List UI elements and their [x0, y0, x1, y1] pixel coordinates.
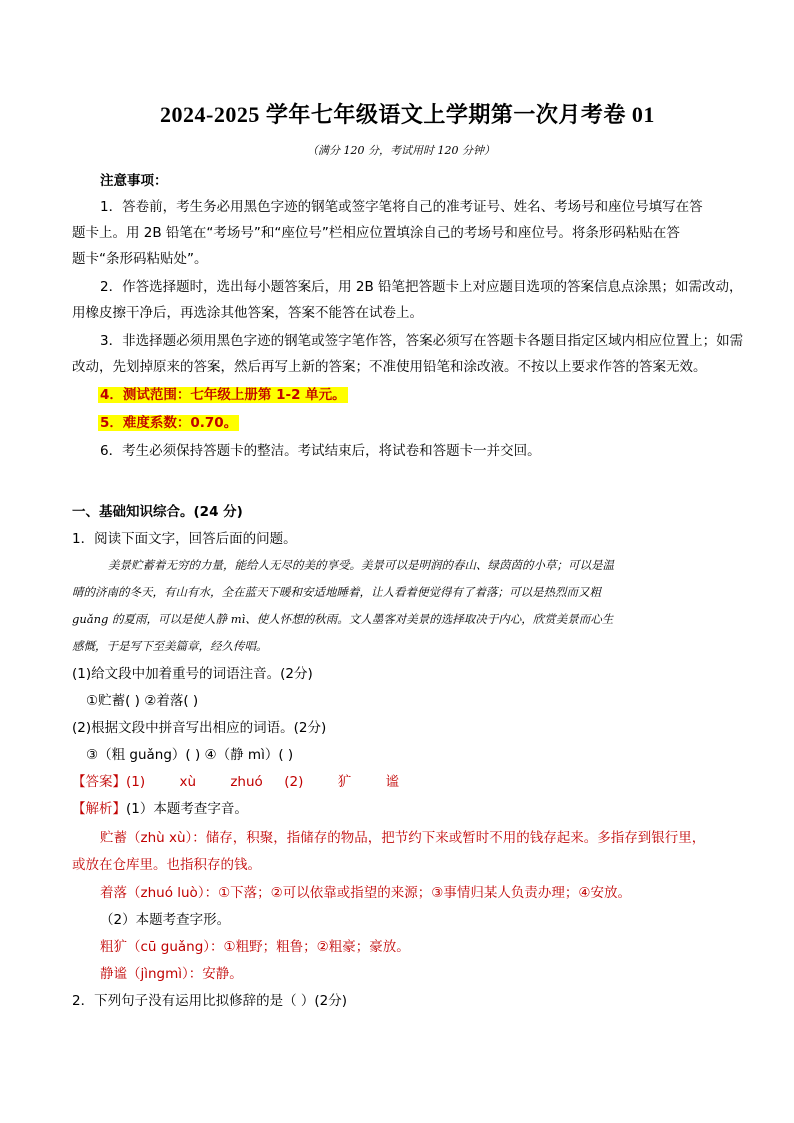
analysis-intro: (1）本题考查字音。 [126, 801, 248, 817]
answer-line [72, 773, 399, 791]
sub-question-1: (1)给文段中加着重号的词语注音。(2分) [72, 666, 313, 682]
analysis-item-1-line-1: 贮蓄（zhù xù）：储存，积聚，指储存的物品，把节约下来或暂时不用的钱存起来。多指存到银行里， [100, 830, 706, 846]
passage-line-3: guǎng 的夏雨，可以是使人静 mì、使人怀想的秋雨。文人墨客对美景的选择取决于内心，欣赏美景而心生 [72, 612, 614, 626]
sub-question-2-items: ③（粗 guǎng）( ) ④（静 mì）( ) [86, 747, 294, 763]
notice-item-5 [98, 414, 239, 432]
analysis-item-4: 静谧（jìngmì）：安静。 [100, 966, 243, 982]
analysis-item-1-line-2: 或放在仓库里。也指积存的钱。 [72, 857, 261, 873]
analysis-item-3: 粗犷（cū guǎng）：①粗野；粗鲁；②粗豪；豪放。 [100, 939, 410, 955]
notice-item-1-line-1: 1．答卷前，考生务必用黑色字迹的钢笔或签字笔将自己的准考证号、姓名、考场号和座位号填写在答 [100, 199, 703, 215]
answer-text: (1) xù zhuó (2) 犷 谧 [126, 774, 400, 790]
passage-line-2: 晴的济南的冬天，有山有水，全在蓝天下暖和安适地睡着，让人看着便觉得有了着落；可以是热烈而又粗 [72, 585, 601, 599]
notice-item-2-line-2: 用橡皮擦干净后，再选涂其他答案，答案不能答在试卷上。 [72, 305, 423, 321]
notice-heading: 注意事项： [100, 173, 168, 189]
analysis-label: 【解析】 [72, 801, 126, 817]
sub-question-1-items: ①贮蓄( ) ②着落( ) [86, 693, 199, 709]
analysis-sub-2-intro: （2）本题考查字形。 [100, 912, 231, 928]
question-1-stem: 1．阅读下面文字，回答后面的问题。 [72, 531, 297, 547]
passage-line-4: 感慨，于是写下至美篇章，经久传唱。 [72, 639, 268, 653]
notice-item-4-highlight: 4．测试范围：七年级上册第 1-2 单元。 [100, 387, 346, 403]
notice-item-4 [98, 386, 348, 404]
answer-label: 【答案】 [72, 774, 126, 790]
analysis-item-2: 着落（zhuó luò）：①下落；②可以依靠或指望的来源；③事情归某人负责办理；④安放。 [100, 885, 631, 901]
notice-item-2-line-1: 2．作答选择题时，选出每小题答案后，用 2B 铅笔把答题卡上对应题目选项的答案信息点涂黑；如需改动， [100, 279, 743, 295]
notice-item-1-line-3: 题卡“条形码粘贴处”。 [72, 251, 208, 267]
notice-item-1-line-2: 题卡上。用 2B 铅笔在“考场号”和“座位号”栏相应位置填涂自己的考场号和座位号。将条形码粘贴在答 [72, 225, 680, 241]
notice-item-3-line-1: 3．非选择题必须用黑色字迹的钢笔或签字笔作答，答案必须写在答题卡各题目指定区域内相应位置上；如需 [100, 333, 744, 349]
page-title: 2024-2025 学年七年级语文上学期第一次月考卷 01 [160, 102, 655, 127]
sub-question-2: (2)根据文段中拼音写出相应的词语。(2分) [72, 720, 327, 736]
question-2-stem: 2．下列句子没有运用比拟修辞的是（ ）(2分) [72, 993, 348, 1009]
notice-item-3-line-2: 改动，先划掉原来的答案，然后再写上新的答案；不准使用铅笔和涂改液。不按以上要求作答的答案无效。 [72, 359, 707, 375]
analysis-line [72, 800, 248, 818]
notice-item-5-highlight: 5．难度系数：0.70。 [100, 415, 238, 431]
passage-line-1: 美景贮蓄着无穷的力量，能给人无尽的美的享受。美景可以是明润的春山、绿茵茵的小草；可以是温 [108, 558, 614, 572]
page-subtitle: （满分 120 分，考试用时 120 分钟） [307, 144, 495, 157]
section-heading: 一、基础知识综合。(24 分) [72, 504, 243, 520]
notice-item-6: 6．考生必须保持答题卡的整洁。考试结束后，将试卷和答题卡一并交回。 [100, 443, 541, 459]
